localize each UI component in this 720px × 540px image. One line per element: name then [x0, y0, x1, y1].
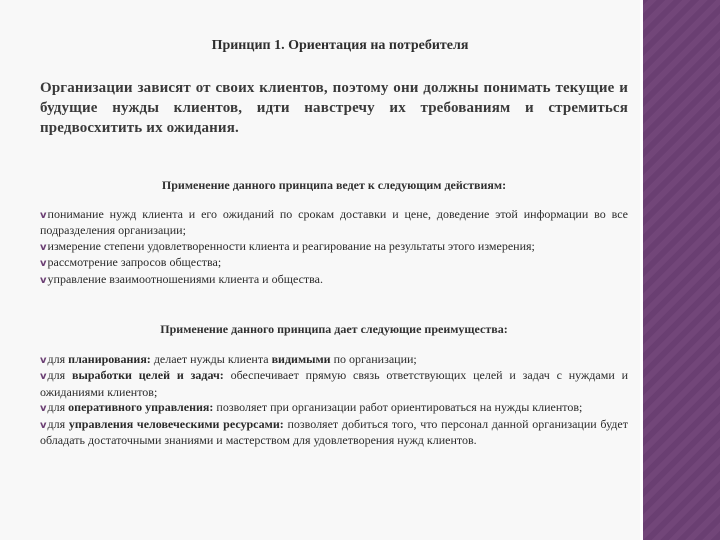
list-item-bold: видимыми	[271, 352, 331, 366]
list-item-bold: оперативного управления:	[68, 400, 214, 415]
slide-title: Принцип 1. Ориентация на потребителя	[211, 38, 469, 53]
list-item-text: позволяет при организации работ ориентироваться на нужды клиентов;	[213, 400, 583, 415]
list-item-bold: управления человеческими ресурсами:	[68, 416, 284, 431]
list-item	[40, 272, 628, 288]
list-item	[40, 400, 628, 416]
list-item	[40, 255, 628, 271]
checkmark-bullet-icon: v	[40, 241, 47, 253]
list-item-text: для	[47, 352, 69, 366]
list-item	[40, 352, 628, 368]
list-item-text: рассмотрение запросов общества;	[47, 255, 222, 270]
checkmark-bullet-icon: v	[40, 355, 47, 366]
list-item	[40, 417, 628, 449]
list-item	[40, 368, 628, 400]
actions-heading: Применение данного принципа ведет к следующим действиям:	[161, 178, 507, 192]
list-item-text: позволяет добиться того, что персонал данной организации будет обладать достаточными знаниями и мастерством для удовлетворения нужд клиентов.	[40, 416, 628, 448]
intro-paragraph: Организации зависят от своих клиентов, поэтому они должны понимать текущие и будущие нужды клиентов, идти навстречу их требованиям и стремиться предвосхитить их ожидания.	[40, 80, 628, 136]
list-item-bold: выработки целей и задач:	[72, 368, 224, 383]
checkmark-bullet-icon: v	[40, 419, 47, 431]
actions-list	[40, 207, 628, 288]
checkmark-bullet-icon: v	[40, 258, 47, 270]
checkmark-bullet-icon: v	[40, 371, 47, 383]
list-item-text: понимание нужд клиента и его ожиданий по срокам доставки и цене, доведение этой информации во все подразделения организации;	[40, 207, 628, 238]
benefits-heading: Применение данного принципа дает следующие преимущества:	[160, 322, 508, 336]
decorative-side-band	[640, 0, 720, 540]
list-item	[40, 207, 628, 239]
benefits-list	[40, 352, 628, 448]
list-item-text: по организации;	[330, 352, 417, 366]
list-item-text: для	[47, 400, 69, 415]
list-item-text: обеспечивает прямую связь ответствующих целей и задач с нуждами и ожиданиями клиентов;	[40, 368, 629, 399]
list-item	[40, 239, 628, 255]
list-item-text: для	[47, 416, 69, 431]
checkmark-bullet-icon: v	[40, 210, 47, 221]
list-item-bold: планирования:	[68, 352, 151, 366]
list-item-text: управление взаимоотношениями клиента и общества.	[47, 271, 323, 286]
list-item-text: для	[47, 368, 72, 383]
list-item-text: измерение степени удовлетворенности клиента и реагирование на результаты этого измерения;	[47, 238, 535, 253]
band-divider	[640, 0, 643, 540]
checkmark-bullet-icon: v	[40, 403, 47, 415]
checkmark-bullet-icon: v	[40, 274, 47, 286]
list-item-text: делает нужды клиента	[150, 352, 272, 366]
